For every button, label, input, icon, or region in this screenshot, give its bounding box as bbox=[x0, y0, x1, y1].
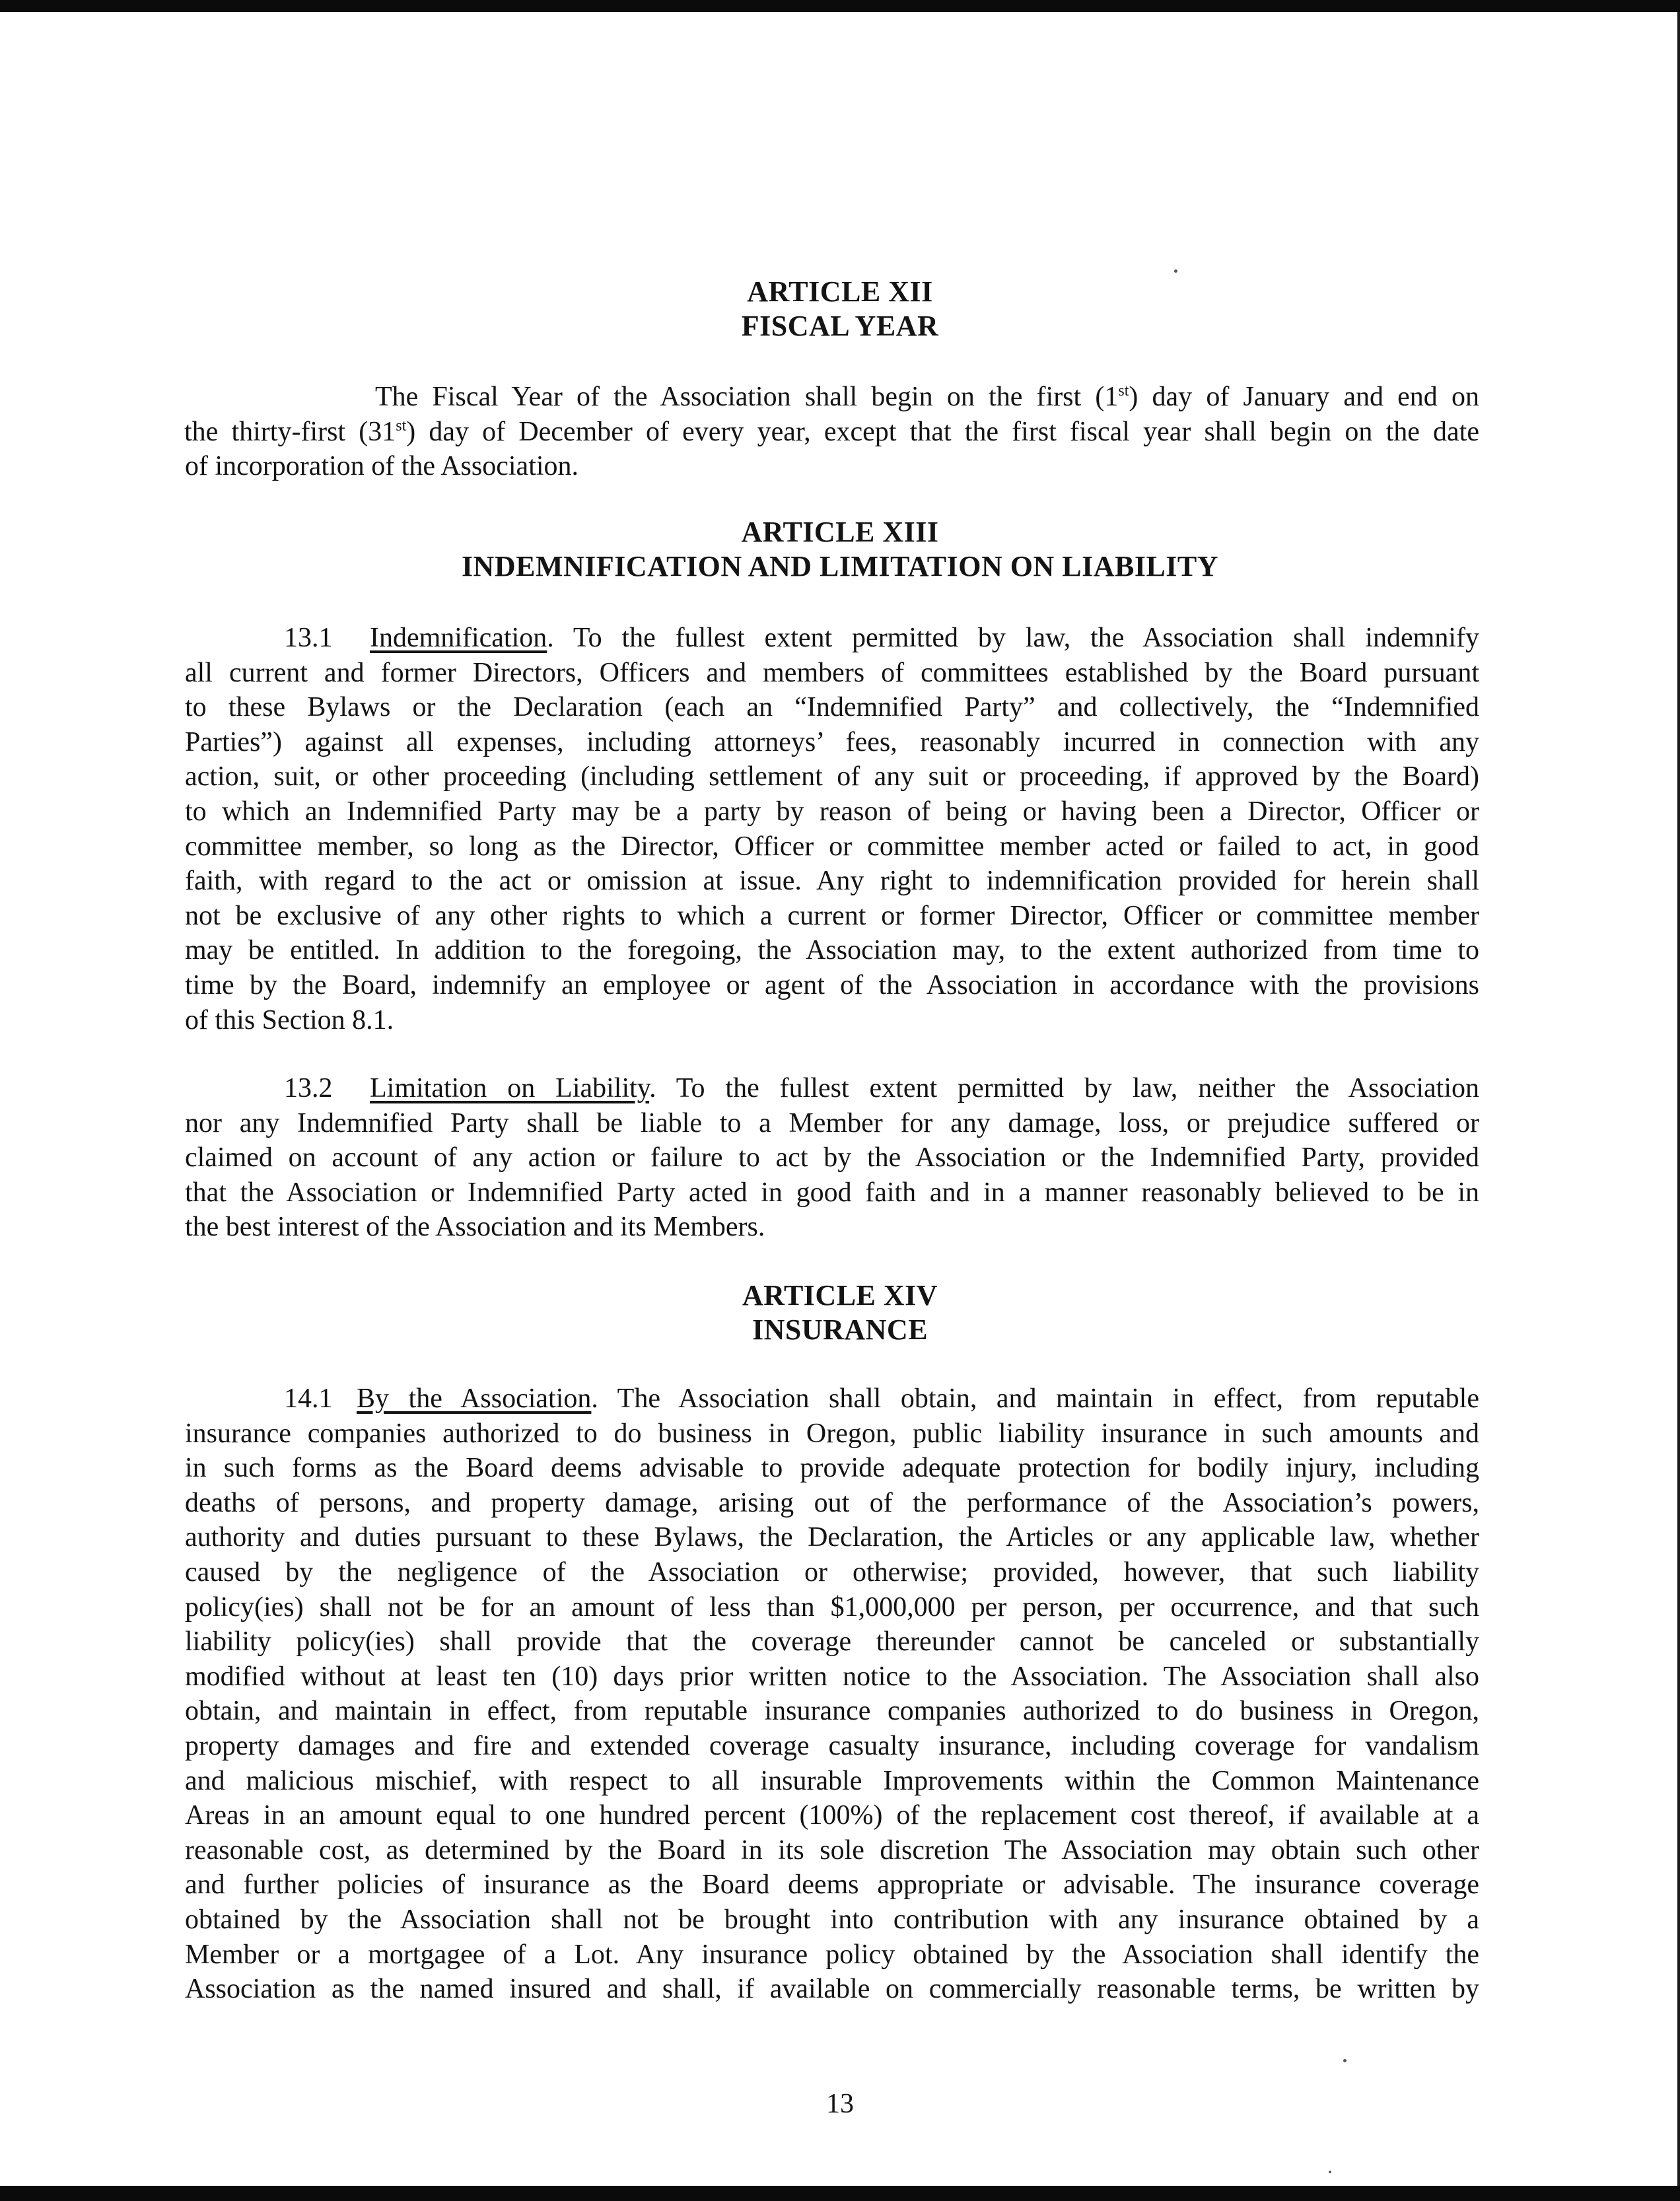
article-xiv-heading bbox=[0, 1278, 1680, 1347]
fiscal-year-paragraph: The Fiscal Year of the Association shall begin on the first (1st) day of January and end on the thirty-first (31st) day of December of every year, except that the first fiscal year shall begin on the date of incorporation of the Association. bbox=[184, 382, 1479, 482]
article-title: ARTICLE XII bbox=[747, 275, 933, 308]
scan-speck bbox=[1343, 2059, 1347, 2062]
article-xiii-heading bbox=[0, 515, 1680, 584]
section-heading: Indemnification bbox=[370, 623, 547, 653]
article-subtitle: INDEMNIFICATION AND LIMITATION ON LIABILITY bbox=[461, 550, 1219, 582]
scan-top-border bbox=[0, 0, 1680, 12]
scan-speck bbox=[1174, 269, 1177, 273]
section-number: 14.1 bbox=[284, 1383, 333, 1414]
scan-bottom-border bbox=[0, 2186, 1680, 2201]
article-title: ARTICLE XIV bbox=[742, 1279, 938, 1311]
section-14-1-paragraph: 14.1 By the Association. The Association shall obtain, and maintain in effect, from reputable insurance companies authorized to do business in Oregon, public liability insurance in such amounts and in such forms as the Board deems advisable to provide adequate protection for bodily injury, including deaths of persons, and property damage, arising out of the performance of the Association’s powers, authority and duties pursuant to these Bylaws, the Declaration, the Articles or any applicable law, whether caused by the negligence of the Association or otherwise; provided, however, that such liability policy(ies) shall not be for an amount of less than $1,000,000 per person, per occurrence, and that such liability policy(ies) shall provide that the coverage thereunder cannot be canceled or substantially modified without at least ten (10) days prior written notice to the Association. The Association shall also obtain, and maintain in effect, from reputable insurance companies authorized to do business in Oregon, property damages and fire and extended coverage casualty insurance, including coverage for vandalism and malicious mischief, with respect to all insurable Improvements within the Common Maintenance Areas in an amount equal to one hundred percent (100%) of the replacement cost thereof, if available at a reasonable cost, as determined by the Board in its sole discretion The Association may obtain such other and further policies of insurance as the Board deems appropriate or advisable. The insurance coverage obtained by the Association shall not be brought into contribution with any insurance obtained by a Member or a mortgagee of a Lot. Any insurance policy obtained by the Association shall identify the Association as the named insured and shall, if available on commercially reasonable terms, be written by bbox=[185, 1381, 1479, 2007]
section-13-2-paragraph: 13.2 Limitation on Liability. To the fullest extent permitted by law, neither the Association nor any Indemnified Party shall be liable to a Member for any damage, loss, or prejudice suffered or claimed on account of any action or failure to act by the Association or the Indemnified Party, provided that the Association or Indemnified Party acted in good faith and in a manner reasonably believed to be in the best interest of the Association and its Members. bbox=[185, 1071, 1479, 1245]
article-title: ARTICLE XIII bbox=[741, 516, 939, 548]
section-13-1-paragraph: 13.1 Indemnification. To the fullest extent permitted by law, the Association shall indemnify all current and former Directors, Officers and members of committees established by the Board pursuant to these Bylaws or the Declaration (each an “Indemnified Party” and collectively, the “Indemnified Parties”) against all expenses, including attorneys’ fees, reasonably incurred in connection with any action, suit, or other proceeding (including settlement of any suit or proceeding, if approved by the Board) to which an Indemnified Party may be a party by reason of being or having been a Director, Officer or committee member, so long as the Director, Officer or committee member acted or failed to act, in good faith, with regard to the act or omission at issue. Any right to indemnification provided for herein shall not be exclusive of any other rights to which a current or former Director, Officer or committee member may be entitled. In addition to the foregoing, the Association may, to the extent authorized from time to time by the Board, indemnify an employee or agent of the Association in accordance with the provisions of this Section 8.1. bbox=[185, 621, 1479, 1037]
scan-speck bbox=[1329, 2171, 1331, 2173]
page-number: 13 bbox=[826, 2089, 854, 2119]
section-heading: Limitation on Liability bbox=[370, 1073, 650, 1103]
article-xii-heading bbox=[0, 275, 1680, 343]
section-heading: By the Association bbox=[357, 1383, 592, 1414]
section-number: 13.2 bbox=[284, 1073, 333, 1103]
section-number: 13.1 bbox=[284, 623, 333, 653]
article-subtitle: FISCAL YEAR bbox=[741, 310, 939, 342]
article-subtitle: INSURANCE bbox=[752, 1313, 928, 1346]
